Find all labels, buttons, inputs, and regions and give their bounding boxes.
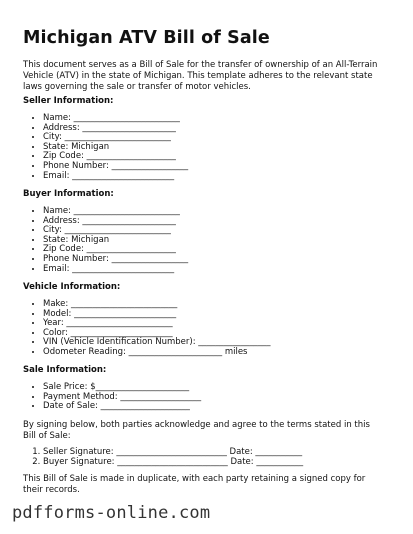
- seller-name-field: • Name: _________________________: [43, 114, 188, 124]
- vehicle-model-field: • Model: ________________________: [43, 310, 271, 320]
- seller-email-field: • Email: ________________________: [43, 172, 188, 182]
- signature-list: [23, 448, 303, 467]
- buyer-list: [23, 207, 188, 274]
- sale-price-field: • Sale Price: $______________________: [43, 383, 201, 393]
- acknowledgement-paragraph: By signing below, both parties acknowledge and agree to the terms stated in this Bill of Sale:: [23, 420, 370, 442]
- vehicle-odometer-field: • Odometer Reading: ______________________ miles: [43, 348, 271, 358]
- seller-signature-line: 1. Seller Signature: __________________________ Date: ___________: [43, 448, 303, 458]
- vehicle-vin-field: • VIN (Vehicle Identification Number): _________________: [43, 338, 271, 348]
- intro-paragraph: This document serves as a Bill of Sale for the transfer of ownership of an All-Terrain Vehicle (ATV) in the state of Michigan. This template adheres to the relevant state laws governing the sale or transfer of motor vehicles.: [23, 60, 378, 93]
- document-title: Michigan ATV Bill of Sale: [23, 28, 270, 48]
- sale-list: [23, 383, 201, 412]
- seller-address-field: • Address: ______________________: [43, 124, 188, 134]
- seller-phone-field: • Phone Number: __________________: [43, 162, 188, 172]
- seller-list: [23, 114, 188, 181]
- buyer-address-field: • Address: ______________________: [43, 217, 188, 227]
- buyer-city-field: • City: _________________________: [43, 226, 188, 236]
- seller-city-field: • City: _________________________: [43, 133, 188, 143]
- seller-state-field: • State: Michigan: [43, 143, 188, 153]
- payment-method-field: • Payment Method: ___________________: [43, 393, 201, 403]
- vehicle-heading: Vehicle Information:: [23, 282, 121, 292]
- buyer-name-field: • Name: _________________________: [43, 207, 188, 217]
- sale-heading: Sale Information:: [23, 365, 107, 375]
- buyer-state-field: • State: Michigan: [43, 236, 188, 246]
- vehicle-make-field: • Make: _________________________: [43, 300, 271, 310]
- vehicle-year-field: • Year: _________________________: [43, 319, 271, 329]
- watermark: pdfforms-online.com: [12, 503, 211, 523]
- seller-heading: Seller Information:: [23, 96, 114, 106]
- vehicle-list: [23, 300, 271, 358]
- closing-paragraph: This Bill of Sale is made in duplicate, with each party retaining a signed copy for their records.: [23, 474, 366, 496]
- buyer-signature-line: 2. Buyer Signature: __________________________ Date: ___________: [43, 458, 303, 468]
- buyer-heading: Buyer Information:: [23, 189, 114, 199]
- buyer-phone-field: • Phone Number: __________________: [43, 255, 188, 265]
- vehicle-color-field: • Color: ________________________: [43, 329, 271, 339]
- seller-zip-field: • Zip Code: _____________________: [43, 152, 188, 162]
- buyer-zip-field: • Zip Code: _____________________: [43, 245, 188, 255]
- buyer-email-field: • Email: ________________________: [43, 265, 188, 275]
- sale-date-field: • Date of Sale: _____________________: [43, 402, 201, 412]
